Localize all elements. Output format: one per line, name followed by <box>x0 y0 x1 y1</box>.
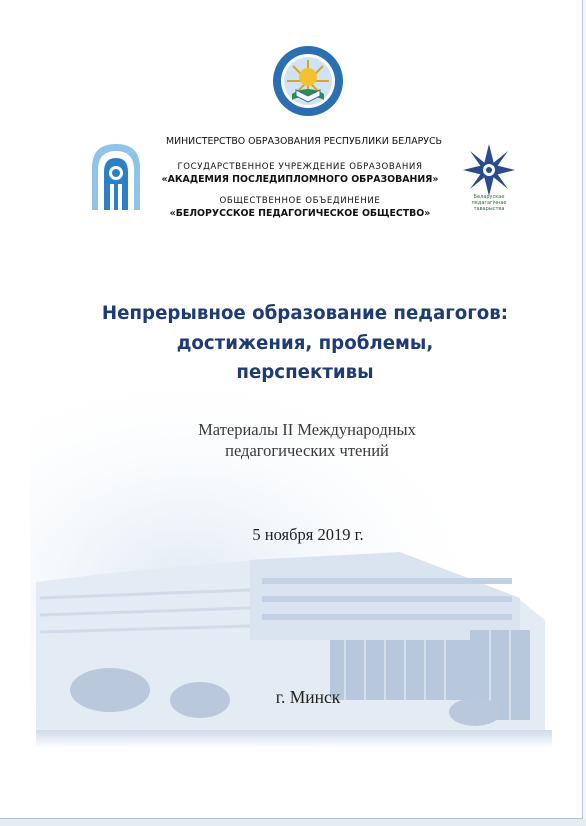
document-title-line-2: достижения, проблемы, <box>176 333 434 354</box>
academy-logo-icon <box>88 140 144 212</box>
document-title-line-1: Непрерывное образование педагогов: <box>101 303 509 324</box>
subtitle-line-1: Материалы II Международных <box>198 420 416 439</box>
page-bottom-edge <box>0 819 586 826</box>
ministry-name: МИНИСТЕРСТВО ОБРАЗОВАНИЯ РЕСПУБЛИКИ БЕЛАРУСЬ <box>166 136 442 147</box>
association-type: ОБЩЕСТВЕННОЕ ОБЪЕДИНЕНИЕ <box>219 196 381 206</box>
institution-name: «АКАДЕМИЯ ПОСЛЕДИПЛОМНОГО ОБРАЗОВАНИЯ» <box>161 174 439 185</box>
society-logo-caption: Беларускае педагагічнае таварыства <box>471 194 507 212</box>
ministry-emblem-icon <box>270 44 346 118</box>
event-date: 5 ноября 2019 г. <box>252 525 364 544</box>
association-name: «БЕЛОРУССКОЕ ПЕДАГОГИЧЕСКОЕ ОБЩЕСТВО» <box>169 208 431 219</box>
publication-city: г. Минск <box>275 687 341 707</box>
document-title-line-3: перспективы <box>236 362 374 383</box>
subtitle-line-2: педагогических чтений <box>225 441 389 460</box>
institution-type: ГОСУДАРСТВЕННОЕ УЧРЕЖДЕНИЕ ОБРАЗОВАНИЯ <box>177 162 423 172</box>
